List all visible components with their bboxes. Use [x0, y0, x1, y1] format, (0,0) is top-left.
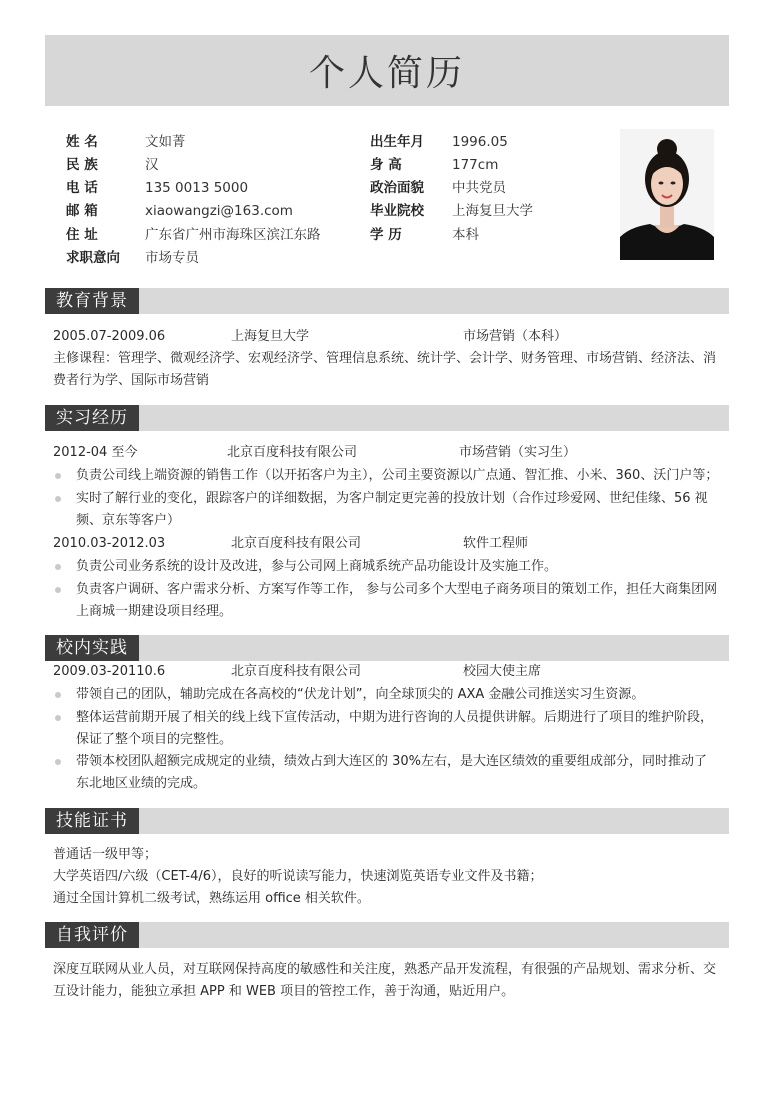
job2-bullet-1: 负责公司业务系统的设计及改进，参与公司网上商城系统产品功能设计及实施工作。 — [76, 556, 719, 578]
info-job-intention: 求职意向 市场专员 — [66, 250, 199, 266]
campus-bullet-2: 整体运营前期开展了相关的线上线下宣传活动，中期为进行咨询的人员提供讲解。后期进行了项目的维护阶段，保证了整个项目的完整性。 — [76, 707, 719, 751]
section-title: 技能证书 — [45, 808, 139, 834]
info-height: 身 高 177cm — [370, 157, 499, 173]
info-ethnicity: 民 族 汉 — [66, 157, 159, 173]
info-address: 住 址 广东省广州市海珠区滨江东路 — [66, 227, 321, 243]
education-school: 上海复旦大学 — [231, 329, 310, 344]
profile-photo — [620, 129, 714, 260]
section-title: 教育背景 — [45, 288, 139, 314]
info-degree: 学 历 本科 — [370, 227, 479, 243]
section-campus-header — [45, 635, 729, 661]
info-school: 毕业院校 上海复旦大学 — [370, 203, 533, 219]
info-phone: 电 话 135 0013 5000 — [66, 180, 249, 196]
education-major: 市场营销（本科） — [463, 329, 568, 344]
skill-line-2: 大学英语四/六级（CET-4/6），良好的听说读写能力，快速浏览英语专业文件及书籍； — [53, 869, 543, 884]
campus-period: 2009.03-20110.6 — [53, 664, 166, 679]
section-internship-header — [45, 405, 729, 431]
info-email: 邮 箱 xiaowangzi@163.com — [66, 203, 293, 219]
job1-company: 北京百度科技有限公司 — [227, 445, 358, 460]
section-title: 校内实践 — [45, 635, 139, 661]
info-name: 姓 名 文如菁 — [66, 134, 186, 150]
campus-company: 北京百度科技有限公司 — [231, 664, 362, 679]
job2-period: 2010.03-2012.03 — [53, 536, 166, 551]
title-bar — [45, 35, 729, 106]
info-birth: 出生年月 1996.05 — [370, 134, 508, 150]
job1-role: 市场营销（实习生） — [459, 445, 577, 460]
section-skills-header — [45, 808, 729, 834]
section-title: 实习经历 — [45, 405, 139, 431]
self-evaluation-text: 深度互联网从业人员，对互联网保持高度的敏感性和关注度，熟悉产品开发流程，有很强的产品规划、需求分析、交互设计能力，能独立承担 APP 和 WEB 项目的管控工作，善于沟通，贴近用户。 — [53, 962, 717, 999]
job1-period: 2012-04 至今 — [53, 445, 138, 460]
info-political: 政治面貌 中共党员 — [370, 180, 506, 196]
section-title: 自我评价 — [45, 922, 139, 948]
job1-bullet-1: 负责公司线上端资源的销售工作（以开拓客户为主），公司主要资源以广点通、智汇推、小米、360、沃门户等； — [76, 465, 719, 487]
job2-bullet-2: 负责客户调研、客户需求分析、方案写作等工作， 参与公司多个大型电子商务项目的策划工作，担任大商集团网上商城一期建设项目经理。 — [76, 579, 719, 623]
campus-bullet-3: 带领本校团队超额完成规定的业绩，绩效占到大连区的 30%左右，是大连区绩效的重要组成部分，同时推动了东北地区业绩的完成。 — [76, 751, 719, 795]
avatar-portrait — [620, 129, 714, 260]
job2-company: 北京百度科技有限公司 — [231, 536, 362, 551]
section-education-header — [45, 288, 729, 314]
page-title: 个人简历 — [308, 53, 465, 94]
skill-line-1: 普通话一级甲等； — [53, 847, 158, 862]
section-self-header — [45, 922, 729, 948]
campus-role: 校园大使主席 — [463, 664, 542, 679]
skill-line-3: 通过全国计算机二级考试，熟练运用 office 相关软件。 — [53, 891, 370, 906]
campus-bullet-1: 带领自己的团队，辅助完成在各高校的“伏龙计划”，向全球顶尖的 AXA 金融公司推送实习生资源。 — [76, 684, 719, 706]
job2-role: 软件工程师 — [463, 536, 529, 551]
job1-bullet-2: 实时了解行业的变化，跟踪客户的详细数据，为客户制定更完善的投放计划（合作过珍爱网、世纪佳缘、56 视频、京东等客户） — [76, 488, 719, 532]
education-courses: 主修课程：管理学、微观经济学、宏观经济学、管理信息系统、统计学、会计学、财务管理、市场营销、经济法、消费者行为学、国际市场营销 — [53, 351, 717, 388]
education-period: 2005.07-2009.06 — [53, 329, 166, 344]
